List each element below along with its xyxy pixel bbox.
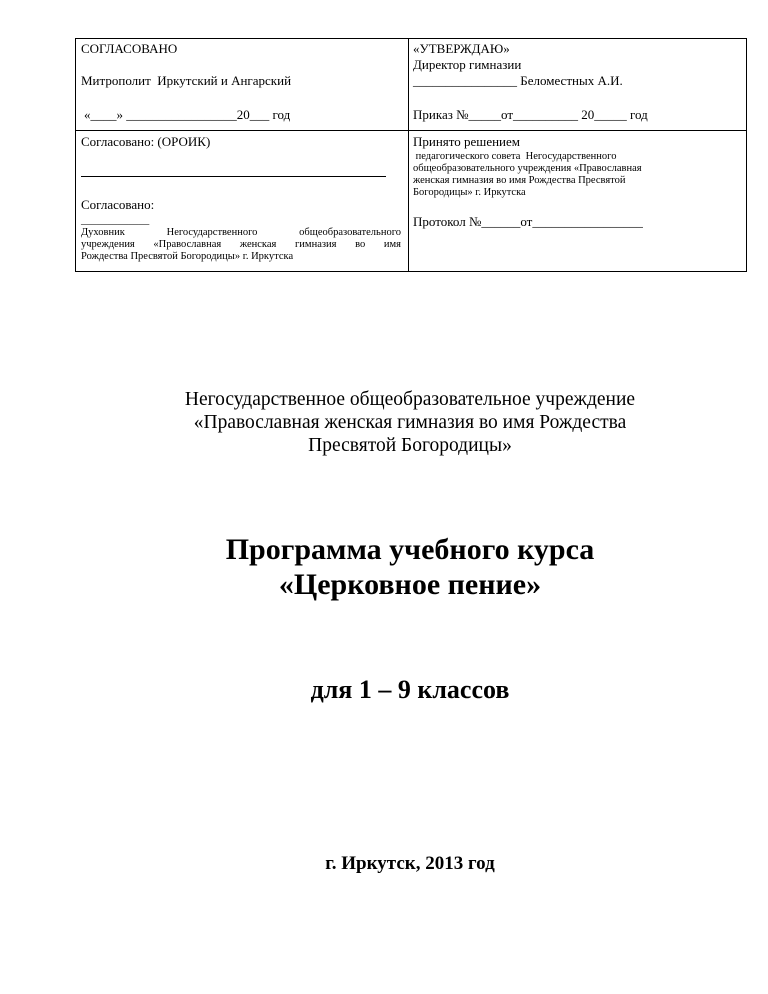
order-line: Приказ №_____от__________ 20_____ год — [413, 107, 648, 122]
confessor-line-2: учреждения «Православная женская гимназия во имя — [81, 239, 401, 250]
council-decision-cell — [409, 131, 746, 271]
council-heading: Принято решением — [413, 134, 521, 149]
title-line-2: «Церковное пение» — [278, 568, 542, 601]
title-line-1: Программа учебного курса — [225, 533, 595, 566]
grades-subtitle: для 1 – 9 классов — [310, 675, 510, 704]
confessor-signature-blank: _____________ — [81, 215, 150, 226]
agreed-oroik-cell — [76, 131, 409, 271]
approval-table — [75, 38, 747, 272]
institution-line-3: Пресвятой Богородицы» — [308, 435, 512, 456]
agreed-metropolitan-cell — [76, 39, 409, 131]
agreed-heading: СОГЛАСОВАНО — [81, 41, 178, 56]
institution-name — [100, 388, 720, 457]
oroik-heading: Согласовано: (ОРОИК) — [81, 134, 211, 149]
council-line-1: педагогического совета Негосударственного — [413, 151, 617, 162]
oroik-signature-rule — [81, 176, 386, 177]
confessor-line-1: Духовник Негосударственного общеобразовательного — [81, 227, 401, 238]
director-signature-line: ________________ Беломестных А.И. — [413, 73, 623, 88]
council-line-4: Богородицы» г. Иркутска — [413, 187, 526, 198]
confessor-heading: Согласовано: — [81, 197, 155, 212]
institution-line-2: «Православная женская гимназия во имя Рождества — [193, 412, 627, 433]
confessor-line-3: Рождества Пресвятой Богородицы» г. Иркутска — [81, 251, 294, 262]
protocol-line: Протокол №______от_________________ — [413, 214, 643, 229]
place-year: г. Иркутск, 2013 год — [325, 853, 495, 874]
approve-director-cell — [409, 39, 746, 131]
metropolitan-signatory: Митрополит Иркутский и Ангарский — [81, 73, 292, 88]
agreed-date-line: «____» _________________20___ год — [84, 107, 291, 122]
document-title — [80, 532, 740, 602]
council-line-3: женская гимназия во имя Рождества Пресвятой — [413, 175, 626, 186]
council-line-2: общеобразовательного учреждения «Православная — [413, 163, 642, 174]
approve-heading: «УТВЕРЖДАЮ» — [413, 41, 510, 56]
director-position: Директор гимназии — [413, 57, 522, 72]
institution-line-1: Негосударственное общеобразовательное учреждение — [184, 389, 636, 410]
